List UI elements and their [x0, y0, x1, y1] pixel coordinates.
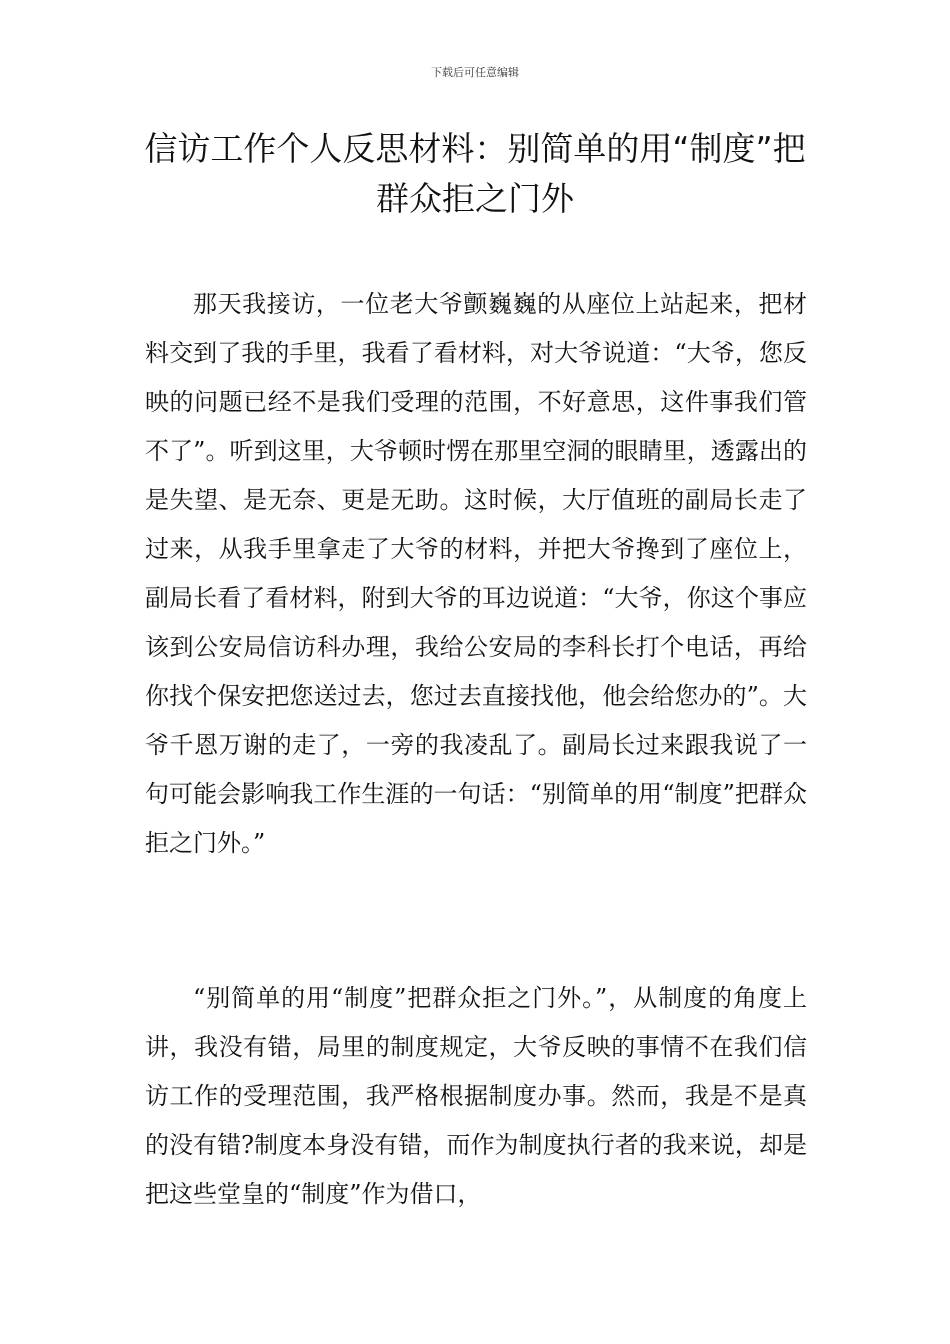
body-paragraph-1: 那天我接访，一位老大爷颤巍巍的从座位上站起来，把材料交到了我的手里，我看了看材料，对大爷说道：“大爷，您反映的问题已经不是我们受理的范围，不好意思，这件事我们管不了”。听到这里，大爷顿时愣在那里空洞的眼睛里，透露出的是失望、是无奈、更是无助。这时候，大厅值班的副局长走了过来，从我手里拿走了大爷的材料，并把大爷搀到了座位上，副局长看了看材料，附到大爷的耳边说道：“大爷，你这个事应该到公安局信访科办理，我给公安局的李科长打个电话，再给你找个保安把您送过去，您过去直接找他，他会给您办的”。大爷千恩万谢的走了，一旁的我凌乱了。副局长过来跟我说了一句可能会影响我工作生涯的一句话：“别简单的用“制度”把群众拒之门外。” — [145, 290, 807, 857]
document-title: 信访工作个人反思材料：别简单的用“制度”把群众拒之门外 — [144, 129, 806, 218]
body-paragraph-2: “别简单的用“制度”把群众拒之门外。”，从制度的角度上讲，我没有错，局里的制度规定，大爷反映的事情不在我们信访工作的受理范围，我严格根据制度办事。然而，我是不是真的没有错?制度本身没有错，而作为制度执行者的我来说，却是把这些堂皇的“制度”作为借口， — [145, 984, 807, 1208]
page-header-note: 下载后可任意编辑 — [431, 66, 519, 79]
